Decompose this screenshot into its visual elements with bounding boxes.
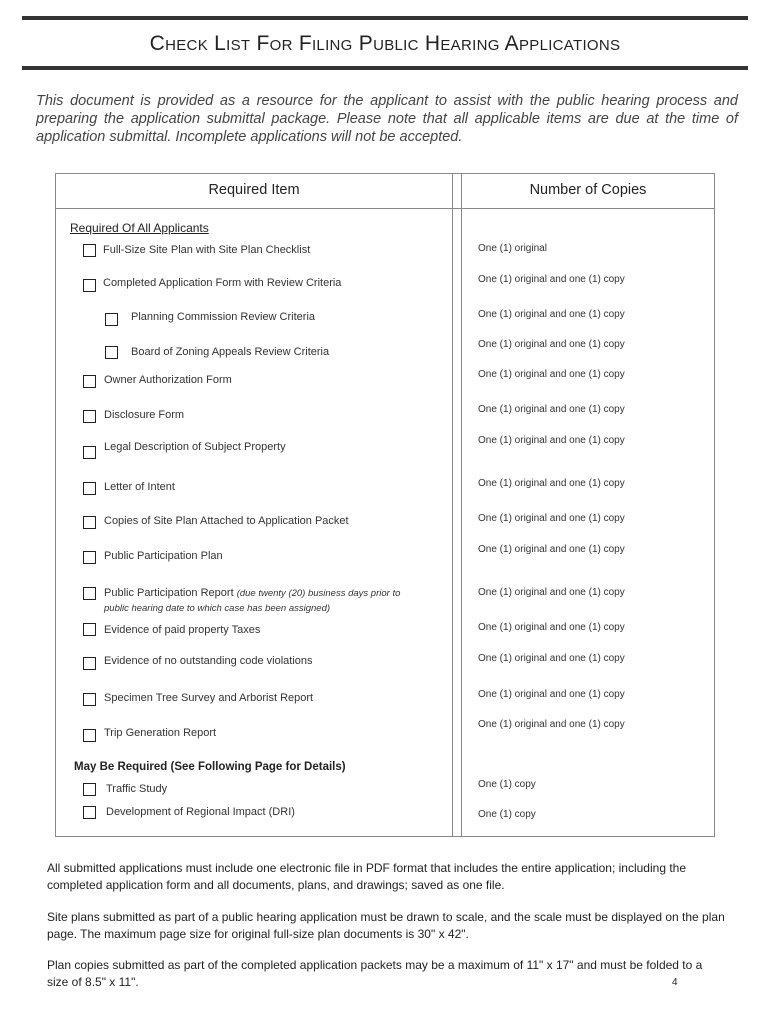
checkbox-copies-site-plan[interactable] [83, 516, 96, 529]
row-note: (due twenty (20) business days prior to [236, 588, 401, 599]
row-label: Evidence of no outstanding code violations [104, 655, 313, 667]
row-label: Full-Size Site Plan with Site Plan Checklist [103, 244, 311, 256]
row-label: Planning Commission Review Criteria [131, 311, 316, 323]
row-copies: One (1) original [478, 243, 547, 254]
checkbox-letter-of-intent[interactable] [83, 482, 96, 495]
row-label: Legal Description of Subject Property [104, 441, 286, 453]
paragraph-site-plan-scale: Site plans submitted as part of a public hearing application must be drawn to scale, and the scale must be displayed on the plan page. The maximum page size for original full-size plan documents is 30" x 42". [47, 910, 725, 941]
row-note-continued: public hearing date to which case has been assigned) [104, 603, 331, 614]
row-label: Public Participation Plan [104, 550, 223, 562]
row-copies: One (1) original and one (1) copy [478, 435, 625, 446]
row-copies: One (1) original and one (1) copy [478, 653, 625, 664]
row-label: Trip Generation Report [104, 727, 217, 739]
checkbox-trip-generation[interactable] [83, 729, 96, 742]
row-copies: One (1) original and one (1) copy [478, 587, 625, 598]
checkbox-board-zoning[interactable] [105, 346, 118, 359]
checkbox-owner-authorization[interactable] [83, 375, 96, 388]
row-label: Completed Application Form with Review Criteria [103, 277, 342, 289]
checkbox-site-plan[interactable] [83, 244, 96, 257]
row-copies: One (1) original and one (1) copy [478, 309, 625, 320]
checkbox-participation-report[interactable] [83, 587, 96, 600]
checkbox-dri[interactable] [83, 806, 96, 819]
checkbox-application-form[interactable] [83, 279, 96, 292]
checkbox-paid-taxes[interactable] [83, 623, 96, 636]
row-copies: One (1) copy [478, 779, 536, 790]
checkbox-legal-description[interactable] [83, 446, 96, 459]
row-copies: One (1) original and one (1) copy [478, 719, 625, 730]
row-label: Board of Zoning Appeals Review Criteria [131, 346, 330, 358]
row-copies: One (1) original and one (1) copy [478, 689, 625, 700]
row-copies: One (1) copy [478, 809, 536, 820]
row-label-text: Public Participation Report [104, 587, 234, 599]
checkbox-code-violations[interactable] [83, 657, 96, 670]
row-label: Specimen Tree Survey and Arborist Report [104, 692, 314, 704]
checkbox-traffic-study[interactable] [83, 783, 96, 796]
column-divider [452, 174, 453, 836]
row-copies: One (1) original and one (1) copy [478, 339, 625, 350]
checkbox-disclosure[interactable] [83, 410, 96, 423]
intro-text: This document is provided as a resource for the applicant to assist with the public hearing process and preparing the application submittal package. Please note that all applicable items are due at the time of application submittal. Incomplete applications will not be accepted. [36, 93, 738, 145]
row-label: Evidence of paid property Taxes [104, 624, 261, 636]
row-label: Disclosure Form [104, 409, 185, 421]
row-label: Copies of Site Plan Attached to Application Packet [104, 515, 349, 527]
row-label: Development of Regional Impact (DRI) [106, 806, 295, 818]
header-required-item: Required Item [208, 182, 300, 198]
row-copies: One (1) original and one (1) copy [478, 404, 625, 415]
column-divider [461, 174, 462, 836]
row-copies: One (1) original and one (1) copy [478, 369, 625, 380]
checkbox-participation-plan[interactable] [83, 551, 96, 564]
row-copies: One (1) original and one (1) copy [478, 478, 625, 489]
section-may-be-required-heading: May Be Required (See Following Page for Details) [74, 761, 346, 773]
row-copies: One (1) original and one (1) copy [478, 544, 625, 555]
checkbox-planning-commission[interactable] [105, 313, 118, 326]
page-title: Check List For Filing Public Hearing Applications [149, 32, 621, 55]
section-required-heading: Required Of All Applicants [70, 221, 209, 235]
header-divider [56, 208, 714, 209]
title-rule-bottom [22, 66, 748, 70]
row-label: Traffic Study [106, 783, 168, 795]
page-number: 4 [672, 977, 678, 988]
row-label: Letter of Intent [104, 481, 175, 493]
paragraph-plan-copies: Plan copies submitted as part of the completed application packets may be a maximum of 11" x 17" and must be folded to a size of 8.5" x 11". [47, 958, 703, 989]
row-copies: One (1) original and one (1) copy [478, 513, 625, 524]
row-label [104, 587, 400, 599]
title-rule-top [22, 16, 748, 20]
row-copies: One (1) original and one (1) copy [478, 274, 625, 285]
header-number-of-copies: Number of Copies [529, 182, 647, 198]
row-copies: One (1) original and one (1) copy [478, 622, 625, 633]
checkbox-tree-survey[interactable] [83, 693, 96, 706]
paragraph-electronic-file: All submitted applications must include one electronic file in PDF format that includes the entire application; including the completed application form and all documents, plans, and drawings; saved as one file. [47, 861, 687, 892]
row-label: Owner Authorization Form [104, 374, 232, 386]
